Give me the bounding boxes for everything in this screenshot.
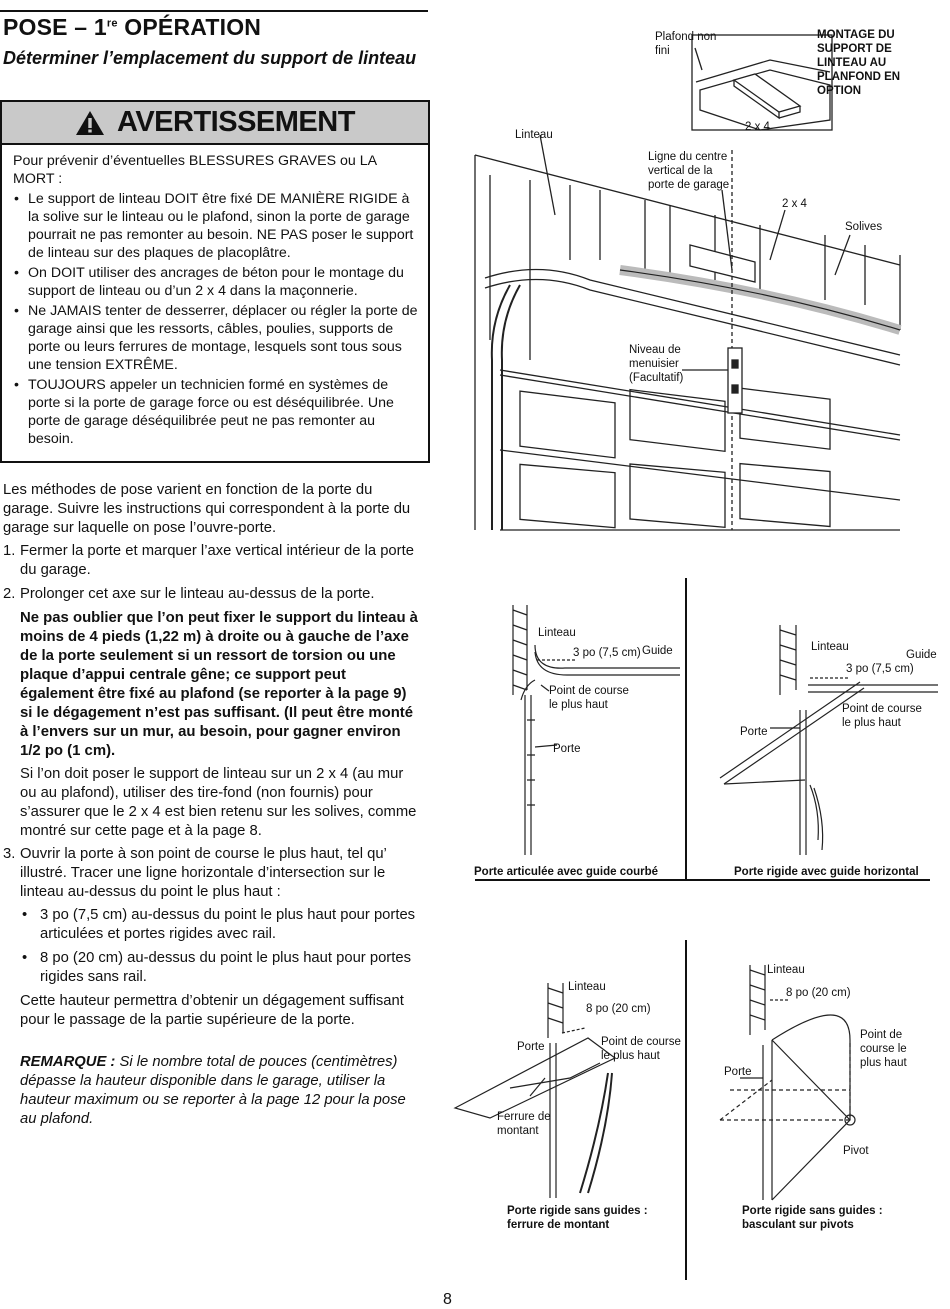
diagram-d-caption: Porte rigide sans guides : basculant sur pivots bbox=[742, 1205, 883, 1231]
diagram-c-ferrure: Ferrure de montant bbox=[497, 1111, 551, 1137]
diagram-c-point: Point de course le plus haut bbox=[601, 1036, 681, 1062]
page-subtitle: Déterminer l’emplacement du support de linteau bbox=[3, 48, 417, 68]
step-3-bullet: 8 po (20 cm) au-dessus du point le plus haut pour portes rigides sans rail. bbox=[40, 950, 411, 985]
warning-bullet: • Le support de linteau DOIT être fixé DE MANIÈRE RIGIDE à la solive sur le linteau ou le plafond, sinon la porte de garage pourrait ne pas remonter au besoin. NE PAS poser le support de linteau sur des plaques de placoplâtre. bbox=[13, 190, 418, 262]
diagram-a-linteau: Linteau bbox=[538, 627, 576, 639]
warning-bullet: • On DOIT utiliser des ancrages de béton pour le montage du support de linteau ou d’un 2 x 4 dans la maçonnerie. bbox=[13, 264, 418, 300]
page-title: POSE – 1re OPÉRATION bbox=[3, 14, 262, 40]
step-1-text: Fermer la porte et marquer l’axe vertical intérieur de la porte du garage. bbox=[20, 543, 414, 578]
warning-title: AVERTISSEMENT bbox=[117, 106, 355, 138]
diagram-c-dim: 8 po (20 cm) bbox=[586, 1003, 651, 1015]
diagram-b-porte: Porte bbox=[740, 726, 768, 738]
step-2-number: 2. bbox=[3, 586, 16, 602]
page-number: 8 bbox=[443, 1291, 452, 1308]
warning-bullet: • TOUJOURS appeler un technicien formé en systèmes de porte si la porte de garage force ou est déséquilibrée. Une porte de garage déséquilibrée peut ne pas remonter au besoin. bbox=[13, 376, 418, 448]
diagram-b-caption: Porte rigide avec guide horizontal bbox=[734, 866, 919, 878]
label-ligne-centre: Ligne du centre vertical de la porte de garage bbox=[648, 151, 730, 191]
warning-list bbox=[13, 190, 418, 448]
bullet-dot: • bbox=[22, 950, 28, 966]
step-1-number: 1. bbox=[3, 543, 16, 559]
top-rule bbox=[0, 10, 428, 12]
label-linteau: Linteau bbox=[515, 129, 553, 141]
step-3-bullet: 3 po (7,5 cm) au-dessus du point le plus haut pour portes articulées et portes rigides avec rail. bbox=[40, 907, 416, 942]
bullet-dot: • bbox=[22, 907, 28, 923]
step-2-more: Si l’on doit poser le support de linteau sur un 2 x 4 (au mur ou au plafond), utiliser des tire-fond (non fournis) pour s’assurer que le 2 x 4 est bien retenu sur les solives, comme montré sur cette page et à la page 8. bbox=[20, 766, 417, 839]
warning-box bbox=[0, 100, 430, 463]
garage-door-figure bbox=[470, 30, 940, 540]
label-montage: MONTAGE DU SUPPORT DE LINTEAU AU PLANFOND EN OPTION bbox=[817, 29, 901, 97]
label-solives: Solives bbox=[845, 221, 883, 233]
diagram-a-caption: Porte articulée avec guide courbé bbox=[474, 866, 659, 878]
diagram-a-point: Point de course le plus haut bbox=[549, 685, 629, 711]
step-3-number: 3. bbox=[3, 846, 16, 862]
label-2x4-top: 2 x 4 bbox=[745, 121, 770, 133]
diagram-d-dim: 8 po (20 cm) bbox=[786, 987, 851, 999]
diagram-b-linteau: Linteau bbox=[811, 641, 849, 653]
label-niveau: Niveau de menuisier (Facultatif) bbox=[629, 344, 684, 384]
diagram-a-guide: Guide bbox=[642, 645, 673, 657]
warning-text bbox=[13, 152, 418, 450]
warning-intro: Pour prévenir d’éventuelles BLESSURES GRAVES ou LA MORT : bbox=[13, 153, 377, 187]
diagram-c-caption: Porte rigide sans guides : ferrure de montant bbox=[507, 1205, 648, 1231]
diagram-d-point: Point de course le plus haut bbox=[860, 1029, 907, 1069]
label-2x4-mid: 2 x 4 bbox=[782, 198, 807, 210]
warning-triangle-icon bbox=[75, 110, 105, 136]
diagram-d-linteau: Linteau bbox=[767, 964, 805, 976]
diagram-c-porte: Porte bbox=[517, 1041, 545, 1053]
diagram-b-dim: 3 po (7,5 cm) bbox=[846, 663, 914, 675]
diagram-b-point: Point de course le plus haut bbox=[842, 703, 922, 729]
diagram-d-pivot: Pivot bbox=[843, 1145, 869, 1157]
intro-paragraph: Les méthodes de pose varient en fonction de la porte du garage. Suivre les instructions qui correspondent à la porte du garage sur laquelle on pose l’ouvre-porte. bbox=[3, 482, 411, 536]
warning-header bbox=[2, 102, 428, 145]
step-2-bold-note: Ne pas oublier que l’on peut fixer le support du linteau à moins de 4 pieds (1,22 m) à droite ou à gauche de l’axe de la porte seulement si un ressort de torsion ou une plaque d’appui centrale gêne; ce support peut également être fixé au plafond (se reporter à la page 9) si le dégagement n’est pas suffisant. (Il peut être monté à l’envers sur un mur, au besoin, pour gagner environ 1/2 po (1 cm). bbox=[20, 610, 418, 759]
note-paragraph: REMARQUE : Si le nombre total de pouces (centimètres) dépasse la hauteur disponible dans le garage, utiliser la hauteur maximum ou se reporter à la page 12 pour la pose au plafond. bbox=[20, 1054, 406, 1127]
warning-bullet: • Ne JAMAIS tenter de desserrer, déplacer ou régler la porte de garage ainsi que les ressorts, câbles, poulies, supports de porte ou leurs ferrures de montage, lesquels sont tous sous une tension EXTRÊME. bbox=[13, 302, 418, 374]
step-3-after: Cette hauteur permettra d’obtenir un dégagement suffisant pour le passage de la partie supérieure de la porte. bbox=[20, 993, 404, 1028]
diagram-c-linteau: Linteau bbox=[568, 981, 606, 993]
label-plafond: Plafond non fini bbox=[655, 31, 717, 57]
diagram-a-dim: 3 po (7,5 cm) bbox=[573, 647, 641, 659]
diagram-b-guide: Guide bbox=[906, 649, 937, 661]
step-3-text: Ouvrir la porte à son point de course le plus haut, tel qu’ illustré. Tracer une ligne horizontale d’intersection sur le linteau au-dessus du point le plus haut : bbox=[20, 846, 387, 900]
diagram-a-porte: Porte bbox=[553, 743, 581, 755]
diagram-d-porte: Porte bbox=[724, 1066, 752, 1078]
step-2-text: Prolonger cet axe sur le linteau au-dessus de la porte. bbox=[20, 586, 375, 602]
